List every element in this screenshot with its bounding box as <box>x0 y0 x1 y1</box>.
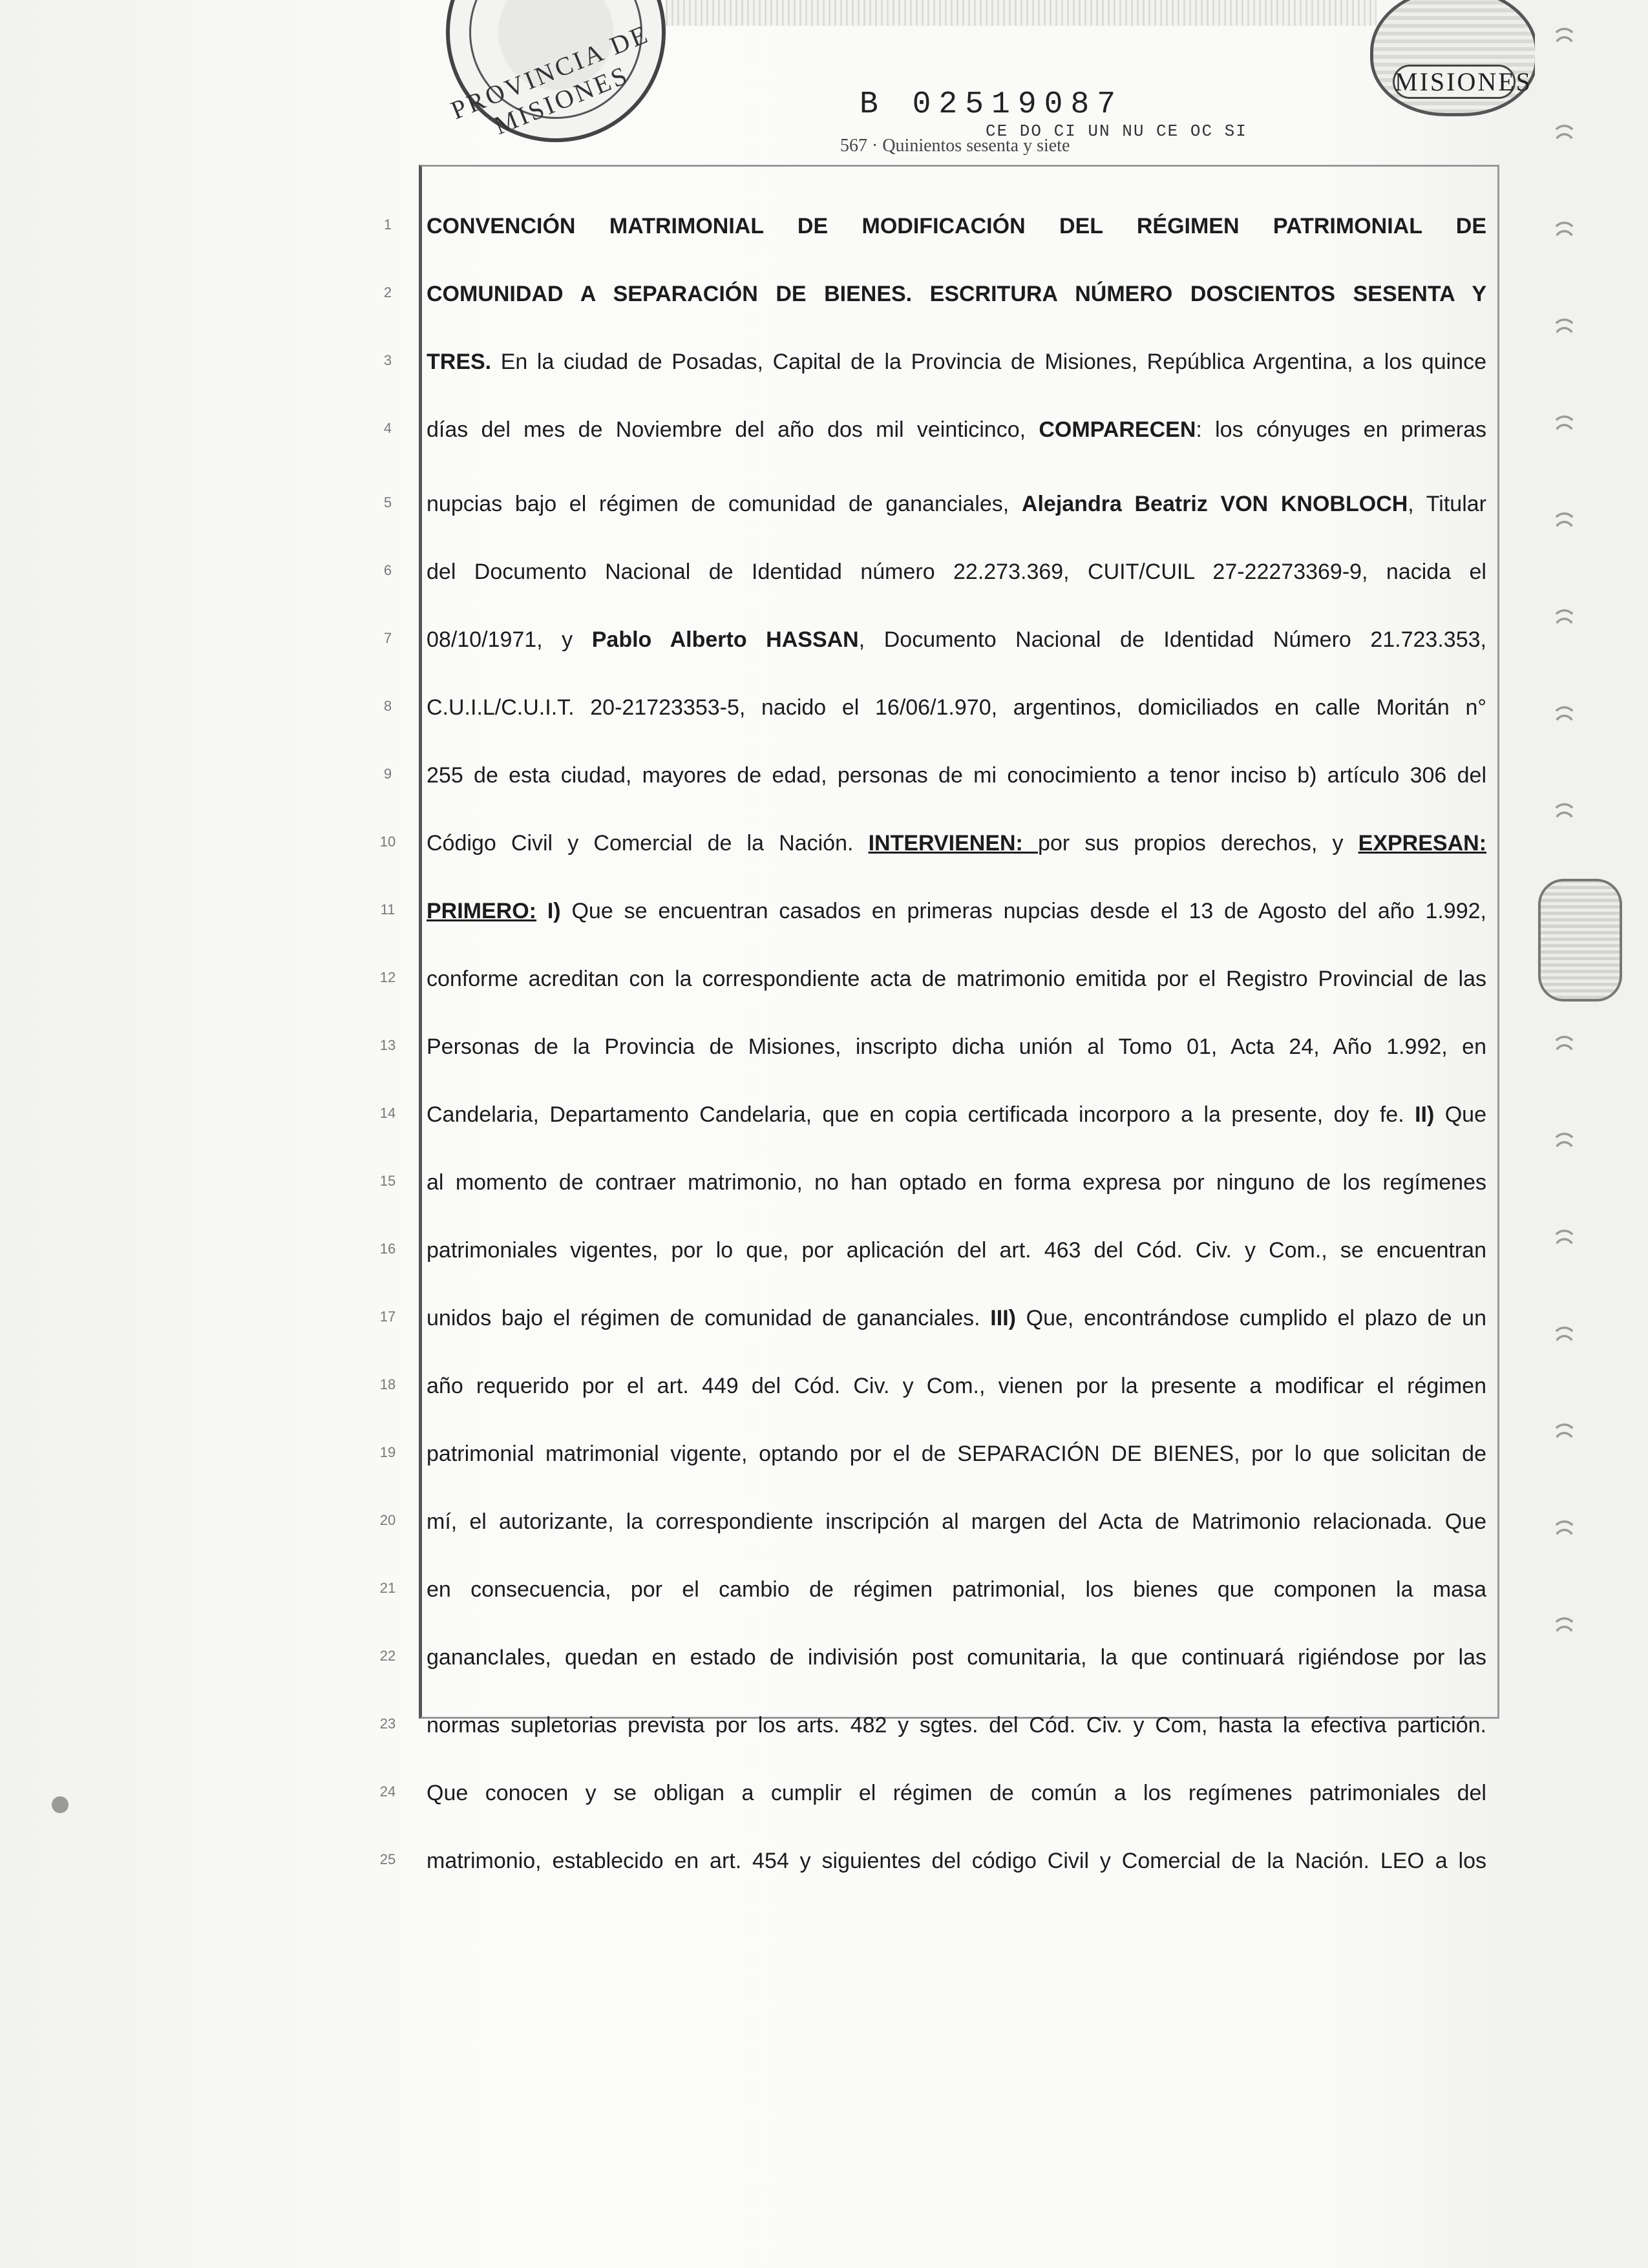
text-frame <box>419 165 1499 1719</box>
swirl-ornament-icon <box>1551 510 1603 562</box>
swirl-ornament-icon <box>1551 123 1603 174</box>
deed-line-2 <box>427 275 1486 313</box>
deed-line-7 <box>427 620 1486 659</box>
deed-text: 255 de esta ciudad, mayores de edad, personas de mi conocimiento a tenor inciso b) artículo 306 del <box>427 763 1486 788</box>
expresan-label: EXPRESAN: <box>1358 831 1487 856</box>
deed-line-13 <box>427 1027 1486 1066</box>
deed-line-14 <box>427 1095 1486 1134</box>
deed-text: normas supletorias prevista por los arts. 482 y sgtes. del Cód. Civ. y Com, hasta la efectiva partición. <box>427 1713 1486 1738</box>
swirl-ornament-icon <box>1551 317 1603 368</box>
line-number: 5 <box>383 494 392 510</box>
deed-line-21 <box>427 1570 1486 1609</box>
clause-i-label: I) <box>536 899 561 923</box>
deed-line-10 <box>427 824 1486 863</box>
deed-text: Que, encontrándose cumplido el plazo de un <box>1015 1306 1487 1330</box>
deed-text: 08/10/1971, y <box>427 627 592 652</box>
deed-text: Que <box>1434 1102 1486 1127</box>
deed-text: conforme acreditan con la correspondiente acta de matrimonio emitida por el Registro Provincial de las <box>427 967 1486 991</box>
sheet-serial-code: CE DO CI UN NU CE OC SI <box>986 121 1247 141</box>
swirl-ornament-icon <box>1551 1325 1603 1376</box>
deed-line-18 <box>427 1367 1486 1405</box>
swirl-ornament-icon <box>1551 607 1603 659</box>
deed-text: nupcias bajo el régimen de comunidad de gananciales, <box>427 492 1022 516</box>
swirl-ornament-icon <box>1551 1131 1603 1182</box>
primero-label: PRIMERO: <box>427 899 536 923</box>
deed-text: , Titular <box>1408 492 1486 516</box>
line-number: 10 <box>379 834 396 850</box>
deed-text: en consecuencia, por el cambio de régimen patrimonial, los bienes que componen la masa <box>427 1577 1486 1602</box>
province-seal-right <box>1370 0 1538 116</box>
deed-title-part: CONVENCIÓN MATRIMONIAL DE MODIFICACIÓN DEL RÉGIMEN PATRIMONIAL DE <box>427 214 1486 238</box>
watermark-band <box>666 0 1377 26</box>
swirl-ornament-icon <box>1551 1615 1603 1667</box>
seal-left-label: PROVINCIA DE MISIONES <box>447 19 654 141</box>
line-number: 23 <box>379 1716 396 1732</box>
line-number: 9 <box>383 766 392 782</box>
line-number: 25 <box>379 1851 396 1867</box>
deed-title-end: TRES. <box>427 350 492 374</box>
line-number: 15 <box>379 1173 396 1189</box>
intervienen-label: INTERVIENEN: <box>868 831 1039 856</box>
line-number: 16 <box>379 1241 396 1257</box>
deed-text: Que conocen y se obligan a cumplir el régimen de común a los regímenes patrimoniales del <box>427 1781 1486 1805</box>
deed-text: mí, el autorizante, la correspondiente inscripción al margen del Acta de Matrimonio relacionada. Que <box>427 1509 1486 1534</box>
deed-line-1 <box>427 207 1486 246</box>
deed-text: Código Civil y Comercial de la Nación. <box>427 831 869 856</box>
clause-ii-label: II) <box>1415 1102 1435 1127</box>
sheet-serial-number: B 02519087 <box>860 87 1124 122</box>
scan-mark <box>52 1796 69 1813</box>
deed-text: Candelaria, Departamento Candelaria, que en copia certificada incorporo a la presente, doy fe. <box>427 1102 1415 1127</box>
deed-line-11 <box>427 892 1486 930</box>
line-number: 21 <box>379 1580 396 1596</box>
swirl-ornament-icon <box>1551 704 1603 756</box>
line-number: 4 <box>383 420 392 436</box>
deed-text: Que se encuentran casados en primeras nupcias desde el 13 de Agosto del año 1.992, <box>560 899 1486 923</box>
deed-line-8 <box>427 688 1486 727</box>
swirl-ornament-icon <box>1551 1518 1603 1570</box>
line-number: 14 <box>379 1105 396 1121</box>
deed-line-5 <box>427 485 1486 523</box>
swirl-ornament-icon <box>1551 414 1603 465</box>
deed-line-12 <box>427 960 1486 998</box>
line-number: 12 <box>379 969 396 985</box>
line-number: 13 <box>379 1037 396 1053</box>
deed-line-15 <box>427 1163 1486 1202</box>
deed-text: Personas de la Provincia de Misiones, inscripto dicha unión al Tomo 01, Acta 24, Año 1.992, en <box>427 1034 1486 1059</box>
deed-text: En la ciudad de Posadas, Capital de la Provincia de Misiones, República Argentina, a los quince <box>491 350 1486 374</box>
deed-line-19 <box>427 1434 1486 1473</box>
party-name-2: Pablo Alberto HASSAN <box>591 627 859 652</box>
deed-text: por sus propios derechos, y <box>1038 831 1358 856</box>
line-number: 3 <box>383 352 392 368</box>
deed-text: del Documento Nacional de Identidad número 22.273.369, CUIT/CUIL 27-22273369-9, nacida el <box>427 560 1486 584</box>
line-number: 7 <box>383 630 392 646</box>
deed-line-16 <box>427 1231 1486 1270</box>
swirl-ornament-icon <box>1551 1228 1603 1279</box>
deed-text: : los cónyuges en primeras <box>1196 417 1487 442</box>
line-number: 6 <box>383 562 392 578</box>
line-number: 22 <box>379 1648 396 1664</box>
deed-title-part: COMUNIDAD A SEPARACIÓN DE BIENES. ESCRITURA NÚMERO DOSCIENTOS SESENTA Y <box>427 282 1486 306</box>
deed-text: patrimonial matrimonial vigente, optando por el de SEPARACIÓN DE BIENES, por lo que solicitan de <box>427 1442 1486 1466</box>
line-number: 11 <box>380 901 396 918</box>
deed-line-20 <box>427 1502 1486 1541</box>
swirl-ornament-icon <box>1551 801 1603 853</box>
line-number: 19 <box>379 1444 396 1460</box>
deed-text: ganancIales, quedan en estado de indivisión post comunitaria, la que continuará rigiéndose por las <box>427 1645 1486 1670</box>
deed-line-25 <box>427 1842 1486 1880</box>
line-number: 8 <box>383 698 392 714</box>
line-number: 24 <box>379 1783 396 1800</box>
deed-text: matrimonio, establecido en art. 454 y siguientes del código Civil y Comercial de la Nación. LEO a los <box>427 1849 1486 1873</box>
deed-text: al momento de contraer matrimonio, no han optado en forma expresa por ninguno de los regímenes <box>427 1170 1486 1195</box>
clause-iii-label: III) <box>990 1306 1016 1330</box>
deed-line-6 <box>427 552 1486 591</box>
line-number: 17 <box>379 1308 396 1325</box>
deed-text: C.U.I.L/C.U.I.T. 20-21723353-5, nacido el 16/06/1.970, argentinos, domiciliados en calle Moritán n° <box>427 695 1486 720</box>
deed-text: unidos bajo el régimen de comunidad de gananciales. <box>427 1306 991 1330</box>
deed-text: días del mes de Noviembre del año dos mil veinticinco, <box>427 417 1039 442</box>
deed-line-23 <box>427 1706 1486 1745</box>
party-name-1: Alejandra Beatriz VON KNOBLOCH <box>1021 492 1408 516</box>
deed-text: patrimoniales vigentes, por lo que, por aplicación del art. 463 del Cód. Civ. y Com., se encuentran <box>427 1238 1486 1263</box>
swirl-ornament-icon <box>1551 1422 1603 1473</box>
seal-right-label: MISIONES <box>1393 65 1516 99</box>
deed-line-24 <box>427 1774 1486 1812</box>
line-number: 18 <box>379 1376 396 1392</box>
swirl-ornament-icon <box>1551 220 1603 271</box>
deed-text: , Documento Nacional de Identidad Número 21.723.353, <box>858 627 1486 652</box>
deed-line-3 <box>427 342 1486 381</box>
line-number: 2 <box>383 284 392 300</box>
deed-text: año requerido por el art. 449 del Cód. Civ. y Com., vienen por la presente a modificar el régimen <box>427 1374 1486 1398</box>
swirl-ornament-icon <box>1551 26 1603 78</box>
swirl-ornament-icon <box>1551 1034 1603 1086</box>
comparecen-label: COMPARECEN <box>1039 417 1196 442</box>
line-number: 20 <box>379 1512 396 1528</box>
sheet-number-label: 567 · Quinientos sesenta y siete <box>840 136 1070 156</box>
deed-line-22 <box>427 1638 1486 1677</box>
deed-line-17 <box>427 1299 1486 1338</box>
line-number: 1 <box>383 216 392 233</box>
deed-line-9 <box>427 756 1486 795</box>
deed-line-4 <box>427 410 1486 449</box>
crest-watermark-icon <box>1538 879 1622 1002</box>
